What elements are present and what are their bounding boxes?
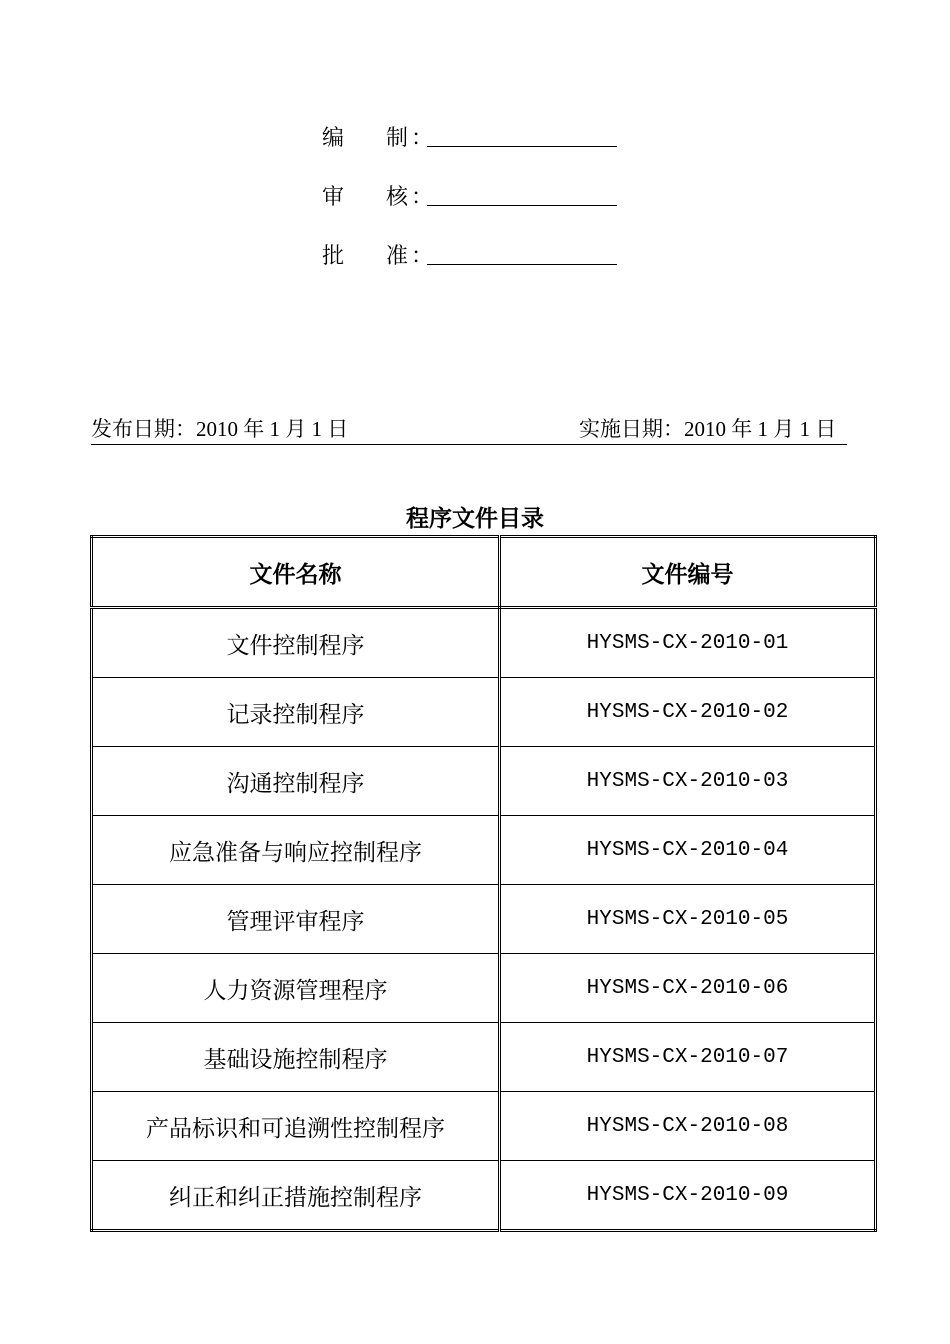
file-code-cell: HYSMS-CX-2010-02	[500, 678, 876, 747]
file-name-cell: 基础设施控制程序	[92, 1023, 500, 1092]
table-row	[92, 608, 876, 678]
sig-label-char2: 核	[386, 185, 409, 210]
sig-label-char1: 审	[322, 185, 345, 210]
signature-row-reviewed	[322, 181, 617, 211]
sig-colon: ：	[411, 185, 434, 210]
file-name-cell: 记录控制程序	[92, 678, 500, 747]
file-name-cell: 纠正和纠正措施控制程序	[92, 1161, 500, 1231]
publish-date: 发布日期：2010 年 1 月 1 日	[91, 417, 349, 441]
table-row	[92, 1023, 876, 1092]
sig-label-char2: 制	[386, 126, 409, 151]
table-row	[92, 885, 876, 954]
file-code-cell: HYSMS-CX-2010-03	[500, 747, 876, 816]
signature-row-approved	[322, 240, 617, 270]
file-name-cell: 沟通控制程序	[92, 747, 500, 816]
sig-blank-line[interactable]	[427, 260, 617, 265]
file-name-cell: 应急准备与响应控制程序	[92, 816, 500, 885]
toc-header-row	[92, 537, 876, 608]
toc-table	[90, 535, 877, 1232]
table-row	[92, 816, 876, 885]
table-row	[92, 678, 876, 747]
file-name-cell: 管理评审程序	[92, 885, 500, 954]
sig-colon: ：	[411, 244, 434, 269]
sig-label-char1: 批	[322, 244, 345, 269]
implement-date: 实施日期：2010 年 1 月 1 日	[579, 417, 837, 441]
file-code-cell: HYSMS-CX-2010-04	[500, 816, 876, 885]
file-name-cell: 文件控制程序	[92, 608, 500, 678]
file-code-cell: HYSMS-CX-2010-06	[500, 954, 876, 1023]
sig-label-char2: 准	[386, 244, 409, 269]
file-name-cell: 人力资源管理程序	[92, 954, 500, 1023]
sig-blank-line[interactable]	[427, 142, 617, 147]
table-row	[92, 954, 876, 1023]
file-code-cell: HYSMS-CX-2010-08	[500, 1092, 876, 1161]
table-row	[92, 1092, 876, 1161]
toc-title: 程序文件目录	[406, 505, 544, 532]
file-code-cell: HYSMS-CX-2010-05	[500, 885, 876, 954]
sig-label-char1: 编	[322, 126, 345, 151]
header-file-name: 文件名称	[92, 537, 500, 608]
file-code-cell: HYSMS-CX-2010-09	[500, 1161, 876, 1231]
date-line	[91, 418, 847, 445]
sig-colon: ：	[411, 126, 434, 151]
file-name-cell: 产品标识和可追溯性控制程序	[92, 1092, 500, 1161]
sig-blank-line[interactable]	[427, 201, 617, 206]
table-row	[92, 1161, 876, 1231]
header-file-code: 文件编号	[500, 537, 876, 608]
file-code-cell: HYSMS-CX-2010-01	[500, 608, 876, 678]
table-row	[92, 747, 876, 816]
file-code-cell: HYSMS-CX-2010-07	[500, 1023, 876, 1092]
signature-row-compiled	[322, 122, 617, 152]
